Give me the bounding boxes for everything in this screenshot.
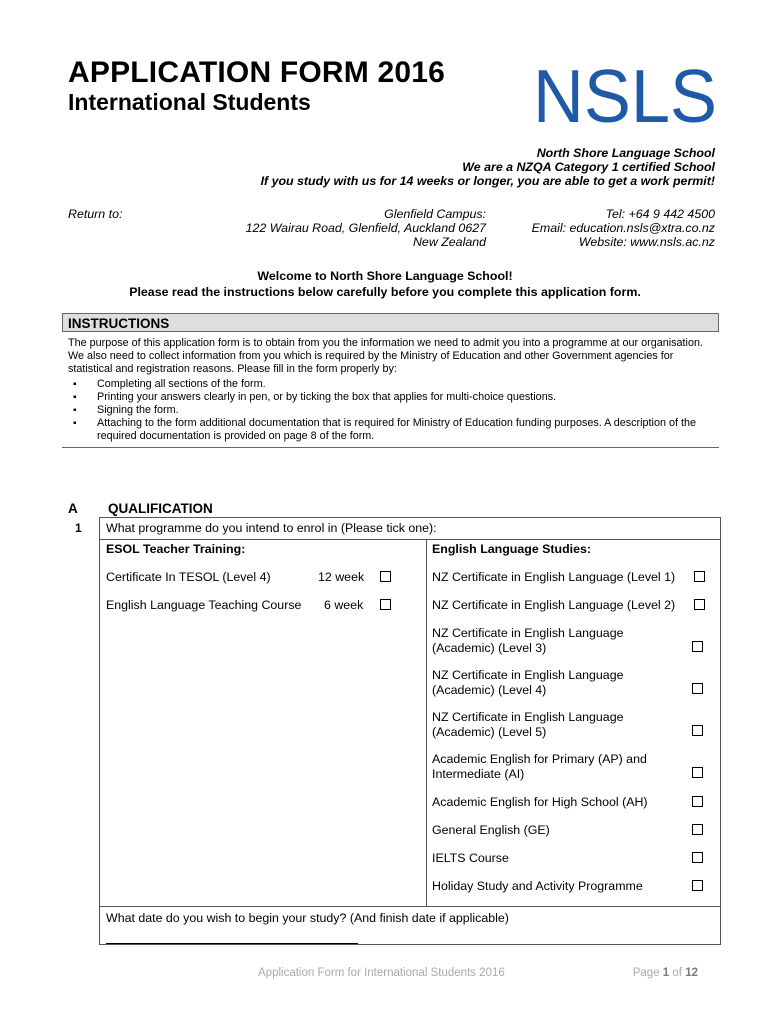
question-divider <box>99 539 721 540</box>
footer-page-number <box>633 967 698 979</box>
contact-email: Email: education.nsls@xtra.co.nz <box>531 221 715 235</box>
english-option-checkbox[interactable] <box>692 767 703 778</box>
campus-country: New Zealand <box>412 235 486 249</box>
programme-question: What programme do you intend to enrol in (Please tick one): <box>106 521 437 535</box>
campus-street: 122 Wairau Road, Glenfield, Auckland 0627 <box>245 221 486 235</box>
english-option-checkbox[interactable] <box>692 824 703 835</box>
english-option-label: NZ Certificate in English Language (Level 2) <box>432 598 676 612</box>
contact-website: Website: www.nsls.ac.nz <box>578 235 715 249</box>
section-letter: A <box>68 501 78 516</box>
date-divider <box>99 906 721 907</box>
esol-tesol-checkbox[interactable] <box>380 571 391 582</box>
english-option-checkbox[interactable] <box>692 796 703 807</box>
school-intro <box>261 146 715 188</box>
welcome-line: Welcome to North Shore Language School! <box>257 269 513 283</box>
contact-tel: Tel: +64 9 442 4500 <box>605 207 715 221</box>
english-option-label: General English (GE) <box>432 823 550 837</box>
instruction-item: ▪ Attaching to the form additional documentation that is required for Ministry of Education funding purposes. A description of the required documentation is provided on page 8 of the form. <box>68 417 718 443</box>
esol-option-tesol-label: Certificate In TESOL (Level 4) <box>106 570 271 584</box>
instruction-item: ▪ Printing your answers clearly in pen, or by ticking the box that applies for multi-choice questions. <box>68 391 718 404</box>
page-prefix: Page <box>632 967 660 979</box>
instruction-item: ▪ Completing all sections of the form. <box>68 378 718 391</box>
english-option-checkbox[interactable] <box>692 725 703 736</box>
page-current: 1 <box>662 967 670 979</box>
english-option-label: Academic English for Primary (AP) and Intermediate (AI) <box>432 752 647 781</box>
instructions-heading: INSTRUCTIONS <box>68 316 170 331</box>
english-option-label: IELTS Course <box>432 851 509 865</box>
instructions-list <box>68 378 718 444</box>
column-divider <box>426 539 427 906</box>
nsls-logo <box>533 58 719 130</box>
esol-heading: ESOL Teacher Training: <box>106 542 246 556</box>
work-permit-statement: If you study with us for 14 weeks or longer, you are able to get a work permit! <box>260 174 715 188</box>
english-option-label: Academic English for High School (AH) <box>432 795 648 809</box>
return-to-label: Return to: <box>68 207 123 221</box>
question-number: 1 <box>75 521 82 535</box>
english-option-label: NZ Certificate in English Language (Academic) (Level 5) <box>432 710 624 739</box>
esol-option-eltc-label: English Language Teaching Course <box>106 598 302 612</box>
english-option-label: NZ Certificate in English Language (Academic) (Level 3) <box>432 626 624 655</box>
school-name: North Shore Language School <box>536 146 715 160</box>
english-option-checkbox[interactable] <box>692 852 703 863</box>
campus-name: Glenfield Campus: <box>384 207 486 221</box>
page-of: of <box>672 967 682 979</box>
english-option-checkbox[interactable] <box>692 880 703 891</box>
footer-form-name: Application Form for International Students 2016 <box>258 967 505 979</box>
page-total: 12 <box>685 967 698 979</box>
section-title: QUALIFICATION <box>108 501 213 516</box>
english-option-checkbox[interactable] <box>692 641 703 652</box>
esol-option-eltc-duration: 6 week <box>324 598 364 612</box>
contact-info <box>532 207 715 249</box>
english-option-checkbox[interactable] <box>694 599 705 610</box>
instruction-item: ▪ Signing the form. <box>68 404 718 417</box>
english-option-checkbox[interactable] <box>692 683 703 694</box>
start-date-question: What date do you wish to begin your study? (And finish date if applicable) <box>106 911 509 925</box>
campus-address <box>246 207 486 249</box>
welcome-message <box>0 268 770 300</box>
esol-eltc-checkbox[interactable] <box>380 599 391 610</box>
english-option-label: Holiday Study and Activity Programme <box>432 879 643 893</box>
instructions-divider <box>62 447 719 448</box>
english-option-label: NZ Certificate in English Language (Level 1) <box>432 570 676 584</box>
esol-option-tesol-duration: 12 week <box>318 570 365 584</box>
english-option-label: NZ Certificate in English Language (Academic) (Level 4) <box>432 668 624 697</box>
english-heading: English Language Studies: <box>432 542 592 556</box>
nzqa-statement: We are a NZQA Category 1 certified School <box>462 160 715 174</box>
english-option-checkbox[interactable] <box>694 571 705 582</box>
form-title: APPLICATION FORM 2016 <box>68 56 446 89</box>
form-subtitle: International Students <box>68 89 311 115</box>
read-instructions-line: Please read the instructions below carefully before you complete this application form. <box>129 285 641 299</box>
nsls-logo-text: NSLS <box>533 58 717 130</box>
instructions-body <box>68 337 718 444</box>
instructions-paragraph: The purpose of this application form is to obtain from you the information we need to admit you into a programme at our organisation. We also need to collect information from you which is required by the Ministry of Education and other Government agencies for statistical and registration reasons. Please fill in the form properly by: <box>68 337 703 376</box>
instructions-heading-bar <box>62 313 719 332</box>
start-date-field[interactable] <box>106 943 358 944</box>
